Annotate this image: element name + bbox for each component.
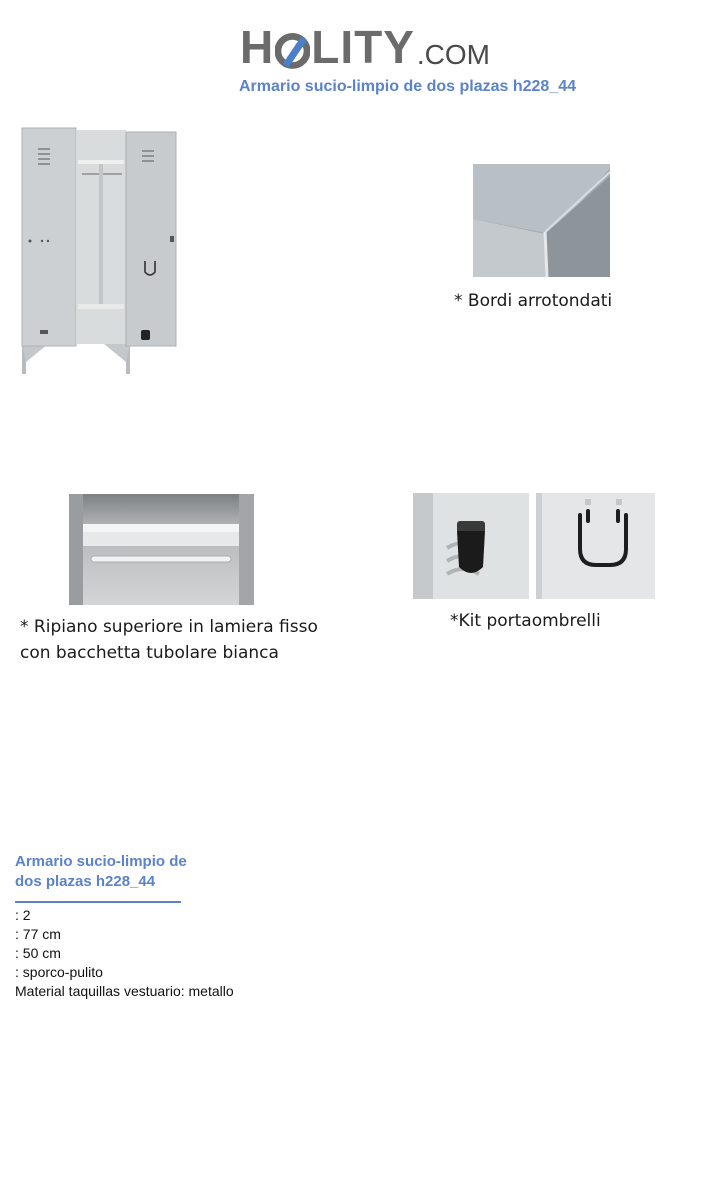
- logo-tld: .COM: [416, 39, 490, 70]
- spec-list: [15, 906, 234, 1001]
- spec-item-type: : sporco-pulito: [15, 964, 103, 980]
- shelf-detail-image[interactable]: [69, 494, 254, 605]
- locker-product-image[interactable]: [18, 124, 180, 378]
- logo-ring-icon: [275, 28, 310, 70]
- caption-shelf-line1: * Ripiano superiore in lamiera fisso: [20, 617, 318, 637]
- spec-item-depth: : 50 cm: [15, 945, 61, 961]
- spec-title: Armario sucio-limpio de dos plazas h228_44: [15, 853, 187, 890]
- page-title: Armario sucio-limpio de dos plazas h228_44: [239, 78, 576, 95]
- umbrella-tray-image[interactable]: [413, 493, 529, 599]
- caption-umbrella-kit: *Kit portaombrelli: [450, 611, 601, 631]
- logo-text-prefix: H: [240, 21, 275, 73]
- site-logo[interactable]: [240, 14, 490, 73]
- logo-text-suffix: LITY: [311, 21, 415, 73]
- umbrella-holder-image[interactable]: [536, 493, 655, 599]
- rounded-edge-detail-image[interactable]: [473, 164, 610, 277]
- spec-item-places: : 2: [15, 907, 31, 923]
- spec-item-width: : 77 cm: [15, 926, 61, 942]
- caption-rounded-edges: * Bordi arrotondati: [454, 291, 613, 311]
- spec-divider: [15, 901, 181, 903]
- spec-item-material: Material taquillas vestuario: metallo: [15, 983, 234, 999]
- caption-shelf-line2: con bacchetta tubolare bianca: [20, 643, 279, 663]
